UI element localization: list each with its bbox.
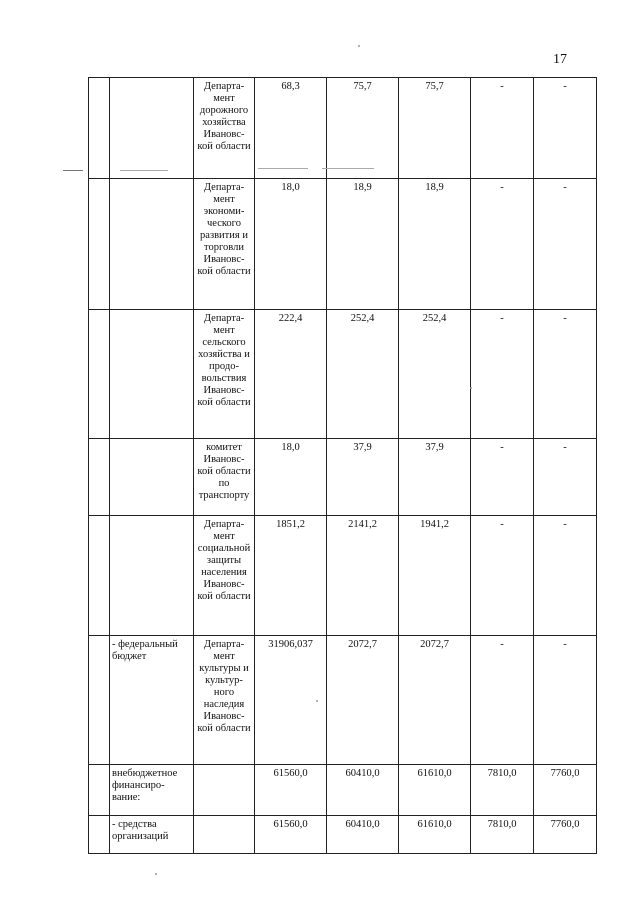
- value-cell-4: -: [471, 636, 534, 765]
- budget-table: [88, 77, 597, 854]
- index-cell: [89, 310, 110, 439]
- value-cell-5: -: [534, 310, 597, 439]
- value-cell-2: 2072,7: [327, 636, 399, 765]
- index-cell: [89, 78, 110, 179]
- index-cell: [89, 439, 110, 516]
- value-cell-1: 18,0: [255, 179, 327, 310]
- value-cell-3: 18,9: [399, 179, 471, 310]
- category-cell: [110, 310, 194, 439]
- value-cell-2: 75,7: [327, 78, 399, 179]
- value-cell-3: 37,9: [399, 439, 471, 516]
- value-cell-2: 60410,0: [327, 816, 399, 854]
- index-cell: [89, 816, 110, 854]
- value-cell-3: 2072,7: [399, 636, 471, 765]
- value-cell-5: -: [534, 78, 597, 179]
- value-cell-5: -: [534, 179, 597, 310]
- table-row: [89, 310, 597, 439]
- value-cell-4: -: [471, 310, 534, 439]
- value-cell-2: 18,9: [327, 179, 399, 310]
- value-cell-1: 61560,0: [255, 816, 327, 854]
- value-cell-3: 252,4: [399, 310, 471, 439]
- value-cell-4: -: [471, 516, 534, 636]
- organization-cell: [194, 765, 255, 816]
- scan-artifact: [155, 873, 157, 875]
- category-cell: - средства организаций: [110, 816, 194, 854]
- value-cell-3: 1941,2: [399, 516, 471, 636]
- organization-cell: Департа-мент дорожного хозяйства Ивановс-кой области: [194, 78, 255, 179]
- scan-artifact: [358, 45, 360, 47]
- value-cell-2: 252,4: [327, 310, 399, 439]
- organization-cell: [194, 816, 255, 854]
- page-number: 17: [553, 52, 567, 67]
- table-row: [89, 78, 597, 179]
- table-row: [89, 816, 597, 854]
- scan-artifact: [470, 387, 472, 389]
- index-cell: [89, 636, 110, 765]
- value-cell-4: 7810,0: [471, 816, 534, 854]
- value-cell-4: -: [471, 179, 534, 310]
- scan-artifact: [316, 700, 318, 702]
- value-cell-1: 1851,2: [255, 516, 327, 636]
- category-cell: [110, 516, 194, 636]
- table-row: [89, 765, 597, 816]
- value-cell-4: -: [471, 78, 534, 179]
- category-cell: [110, 179, 194, 310]
- value-cell-5: 7760,0: [534, 765, 597, 816]
- value-cell-3: 61610,0: [399, 765, 471, 816]
- value-cell-1: 18,0: [255, 439, 327, 516]
- organization-cell: Департа-мент сельского хозяйства и продо-вольствия Ивановс-кой области: [194, 310, 255, 439]
- category-cell: - федеральный бюджет: [110, 636, 194, 765]
- value-cell-3: 61610,0: [399, 816, 471, 854]
- scan-artifact: [63, 170, 83, 171]
- value-cell-1: 61560,0: [255, 765, 327, 816]
- index-cell: [89, 179, 110, 310]
- table-row: [89, 516, 597, 636]
- value-cell-5: -: [534, 636, 597, 765]
- value-cell-1: 222,4: [255, 310, 327, 439]
- value-cell-2: 60410,0: [327, 765, 399, 816]
- value-cell-1: 31906,037: [255, 636, 327, 765]
- table-row: [89, 439, 597, 516]
- value-cell-3: 75,7: [399, 78, 471, 179]
- scan-artifact: [120, 170, 168, 171]
- value-cell-2: 2141,2: [327, 516, 399, 636]
- value-cell-4: -: [471, 439, 534, 516]
- value-cell-1: 68,3: [255, 78, 327, 179]
- organization-cell: комитет Ивановс-кой области по транспорту: [194, 439, 255, 516]
- table-row: [89, 179, 597, 310]
- scan-artifact: [322, 168, 374, 169]
- category-cell: внебюджетное финансиро-вание:: [110, 765, 194, 816]
- value-cell-5: -: [534, 439, 597, 516]
- scan-artifact: [258, 168, 308, 169]
- organization-cell: Департа-мент культуры и культур-ного наследия Ивановс-кой области: [194, 636, 255, 765]
- table-row: [89, 636, 597, 765]
- organization-cell: Департа-мент социальной защиты населения Ивановс-кой области: [194, 516, 255, 636]
- organization-cell: Департа-мент экономи-ческого развития и торговли Ивановс-кой области: [194, 179, 255, 310]
- value-cell-5: -: [534, 516, 597, 636]
- category-cell: [110, 439, 194, 516]
- index-cell: [89, 516, 110, 636]
- category-cell: [110, 78, 194, 179]
- value-cell-4: 7810,0: [471, 765, 534, 816]
- index-cell: [89, 765, 110, 816]
- value-cell-5: 7760,0: [534, 816, 597, 854]
- value-cell-2: 37,9: [327, 439, 399, 516]
